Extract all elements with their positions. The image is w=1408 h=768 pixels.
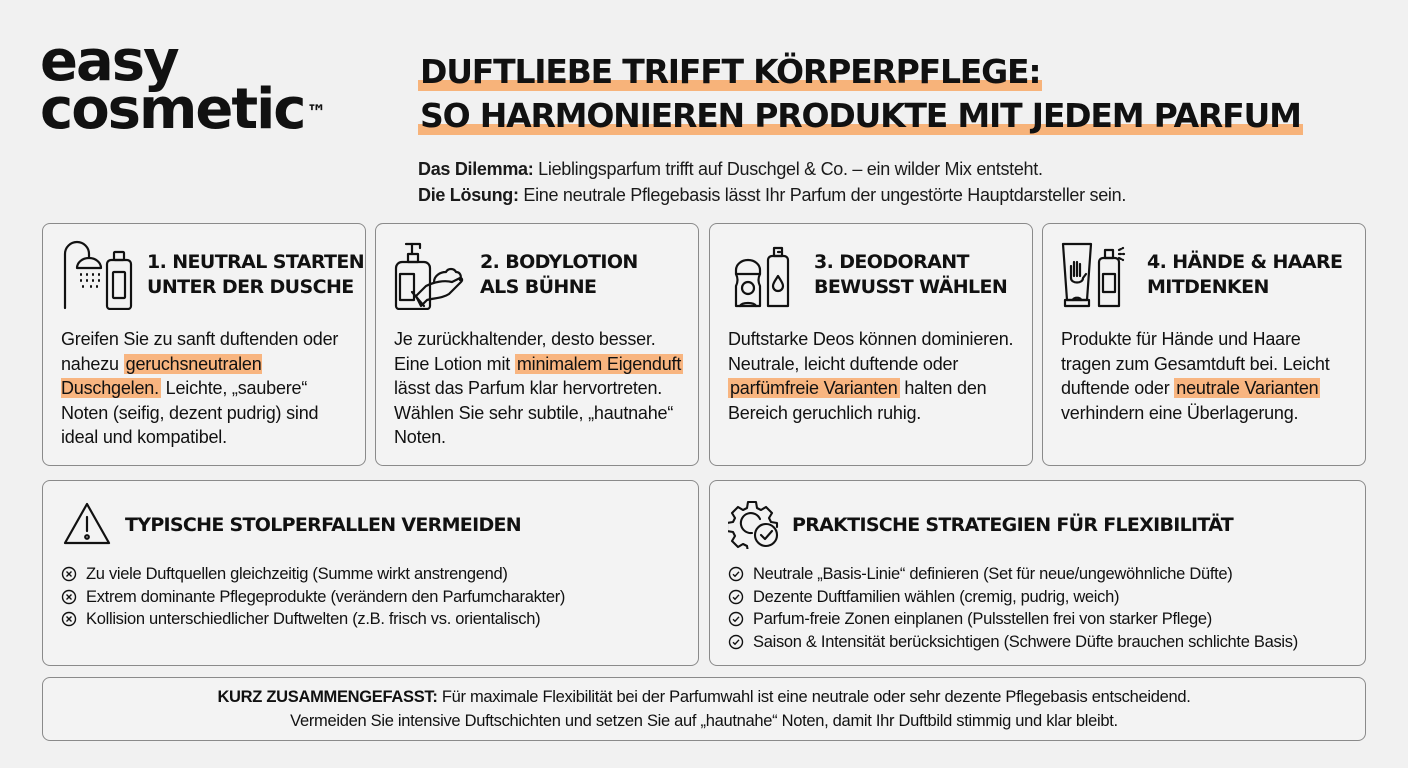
trademark-symbol: ™ <box>306 100 327 124</box>
highlight: minimalem Eigenduft <box>516 353 682 374</box>
hand-cream-spray-icon <box>1059 238 1133 310</box>
highlight: geruchsneutralen Duschgelen. <box>61 353 262 398</box>
deodorant-icon <box>726 238 800 310</box>
list-item: Extrem dominante Pflegeprodukte (verändern den Parfumcharakter) <box>61 586 565 609</box>
strategies-title: PRAKTISCHE STRATEGIEN FÜR FLEXIBILITÄT <box>792 514 1233 536</box>
step-title: 4. HÄNDE & HAARE MITDENKEN <box>1147 251 1343 298</box>
intro-text <box>418 156 1126 208</box>
step-title: 2. BODYLOTION ALS BÜHNE <box>480 251 638 298</box>
summary-label: KURZ ZUSAMMENGEFASST: <box>217 688 438 706</box>
gear-check-icon <box>728 499 780 549</box>
step-text: Je zurückhaltender, desto besser. Eine Lotion mit minimalem Eigenduft lässt das Parfum klar hervortreten. Wählen Sie sehr subtile, „hautnahe“ Noten. <box>394 329 682 447</box>
highlight: parfümfreie Varianten <box>730 378 898 398</box>
step-title: 3. DEODORANT BEWUSST WÄHLEN <box>814 251 1008 298</box>
dilemma-label: Das Dilemma: <box>418 159 534 179</box>
list-item: Parfum-freie Zonen einplanen (Pulsstellen frei von starker Pflege) <box>728 608 1298 631</box>
solution-line: Die Lösung: Eine neutrale Pflegebasis lässt Ihr Parfum der ungestörte Hauptdarsteller sein. <box>418 185 1127 205</box>
list-item: Saison & Intensität berücksichtigen (Schwere Düfte brauchen schlichte Basis) <box>728 631 1298 654</box>
summary-line-2: Vermeiden Sie intensive Duftschichten und setzen Sie auf „hautnahe“ Noten, damit Ihr Duftbild stimmig und klar bleibt. <box>290 712 1118 730</box>
page-title <box>418 50 1303 138</box>
check-circle-icon <box>728 589 744 605</box>
step-card-deodorant <box>709 223 1033 466</box>
step-card-shower <box>42 223 366 466</box>
x-circle-icon <box>61 566 77 582</box>
solution-label: Die Lösung: <box>418 185 519 205</box>
check-circle-icon <box>728 611 744 627</box>
step-text: Greifen Sie zu sanft duftenden oder nahezu geruchsneutralen Duschgelen. Leichte, „saubere“ Noten (seifig, dezent pudrig) sind ideal und kompatibel. <box>61 329 339 447</box>
pitfalls-card <box>42 480 699 666</box>
check-circle-icon <box>728 566 744 582</box>
step-title: 1. NEUTRAL STARTEN UNTER DER DUSCHE <box>147 251 365 298</box>
title-line-2: SO HARMONIEREN PRODUKTE MIT JEDEM PARFUM <box>418 94 1303 138</box>
highlight: neutrale Varianten <box>1176 378 1319 398</box>
brand-name-line1: easy <box>40 29 178 94</box>
x-circle-icon <box>61 589 77 605</box>
check-circle-icon <box>728 634 744 650</box>
step-card-bodylotion <box>375 223 699 466</box>
list-item: Zu viele Duftquellen gleichzeitig (Summe wirkt anstrengend) <box>61 563 565 586</box>
shower-bottle-icon <box>59 238 133 310</box>
step-text: Duftstarke Deos können dominieren. Neutrale, leicht duftende oder parfümfreie Varianten halten den Bereich geruchlich ruhig. <box>728 329 1014 423</box>
brand-name-line2: cosmetic ™ <box>40 77 327 142</box>
list-item: Dezente Duftfamilien wählen (cremig, pudrig, weich) <box>728 586 1298 609</box>
list-item: Neutrale „Basis-Linie“ definieren (Set für neue/ungewöhnliche Düfte) <box>728 563 1298 586</box>
strategies-card <box>709 480 1366 666</box>
summary-box <box>42 677 1366 741</box>
step-card-hands-hair <box>1042 223 1366 466</box>
list-item: Kollision unterschiedlicher Duftwelten (z.B. frisch vs. orientalisch) <box>61 608 565 631</box>
pitfalls-list <box>61 563 565 631</box>
dilemma-line: Das Dilemma: Lieblingsparfum trifft auf Duschgel & Co. – ein wilder Mix entsteht. <box>418 159 1043 179</box>
summary-line-1: KURZ ZUSAMMENGEFASST: Für maximale Flexibilität bei der Parfumwahl ist eine neutrale oder sehr dezente Pflegebasis entscheidend. <box>217 688 1191 706</box>
strategies-list <box>728 563 1298 653</box>
title-line-1: DUFTLIEBE TRIFFT KÖRPERPFLEGE: <box>418 50 1042 94</box>
pitfalls-title: TYPISCHE STOLPERFALLEN VERMEIDEN <box>125 514 522 536</box>
lotion-hand-icon <box>392 238 466 310</box>
x-circle-icon <box>61 611 77 627</box>
brand-logo <box>40 29 327 142</box>
warning-icon <box>61 499 113 549</box>
step-text: Produkte für Hände und Haare tragen zum Gesamtduft bei. Leicht duftende oder neutrale Varianten verhindern eine Überlagerung. <box>1061 329 1330 423</box>
